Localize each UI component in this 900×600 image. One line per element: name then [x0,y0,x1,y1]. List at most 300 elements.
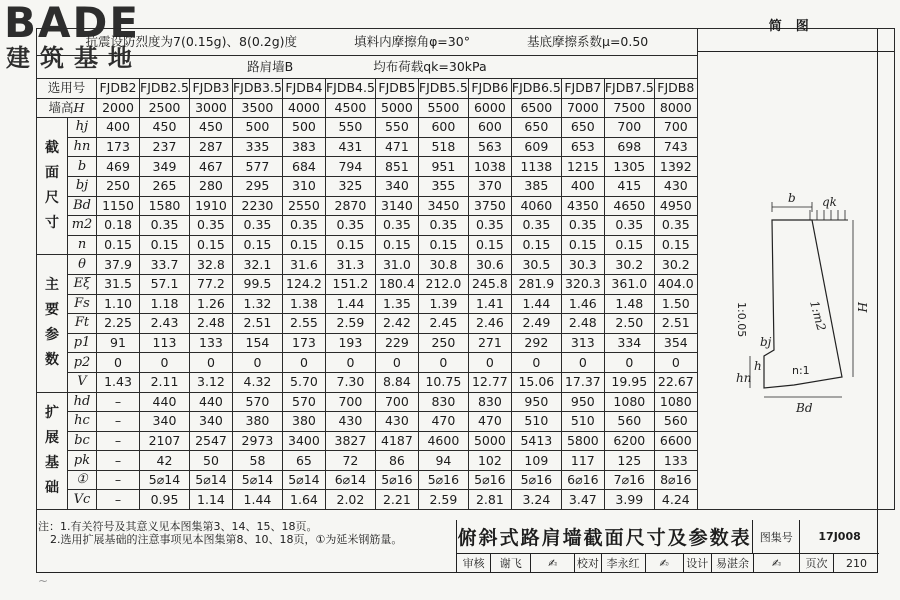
table-cell: 1038 [468,157,511,177]
table-cell: 1.41 [468,294,511,314]
table-cell: 1.64 [282,490,325,510]
height-label [37,98,97,118]
table-cell: 361.0 [604,274,654,294]
table-cell: 380 [232,412,282,432]
table-cell: 340 [140,412,190,432]
table-cell: 30.2 [604,255,654,275]
table-cell: 0 [189,353,232,373]
height-value: 6500 [511,98,561,118]
atlas-label: 图集号 [753,520,800,553]
group-label [37,255,68,392]
row-symbol: ① [68,470,97,490]
table-cell: 31.6 [282,255,325,275]
group-label [37,392,68,510]
logo-main: BADE [4,0,141,47]
conditions-row-1 [37,29,895,56]
column-header: FJDB7 [561,79,604,99]
table-cell: 32.8 [189,255,232,275]
table-cell: 212.0 [418,274,468,294]
table-cell: 0.15 [468,235,511,255]
table-cell: 0 [325,353,375,373]
row-symbol: b [68,157,97,177]
table-cell: 3827 [325,431,375,451]
condition-load: 均布荷载qk=30kPa [373,59,487,74]
table-cell: 2.59 [418,490,468,510]
table-cell: 0 [232,353,282,373]
table-cell: 0.35 [418,216,468,236]
table-cell: 7⌀16 [604,470,654,490]
table-cell: 560 [654,412,697,432]
table-cell: 400 [561,176,604,196]
table-cell: – [97,412,140,432]
row-symbol: m2 [68,216,97,236]
table-cell: 3.47 [561,490,604,510]
table-cell: 31.3 [325,255,375,275]
table-cell: 700 [375,392,418,412]
height-value: 3500 [232,98,282,118]
table-cell: 4350 [561,196,604,216]
table-cell: 7.30 [325,372,375,392]
table-cell: 0.15 [232,235,282,255]
table-cell: 415 [604,176,654,196]
column-header: FJDB3.5 [232,79,282,99]
table-cell: 32.1 [232,255,282,275]
table-cell: 0 [140,353,190,373]
group-label-char: 截 [45,140,59,157]
table-cell: 2.59 [325,314,375,334]
group-label-char: 寸 [45,215,59,232]
table-cell: 19.95 [604,372,654,392]
table-cell: 6600 [654,431,697,451]
table-cell: 1080 [654,392,697,412]
table-cell: 287 [189,137,232,157]
table-cell: 133 [654,451,697,471]
table-cell: 560 [604,412,654,432]
table-cell: 3750 [468,196,511,216]
height-symbol: H [73,99,85,115]
table-cell: 5⌀14 [282,470,325,490]
diagram-cell [697,19,894,510]
table-cell: 2.11 [140,372,190,392]
table-cell: 33.7 [140,255,190,275]
height-value: 2000 [97,98,140,118]
diagram-header: 简图 [698,3,894,52]
row-symbol: bc [68,431,97,451]
group-label [37,118,68,255]
table-cell: 0.35 [232,216,282,236]
table-cell: 0.18 [97,216,140,236]
table-cell: 609 [511,137,561,157]
table-cell: 340 [189,412,232,432]
table-cell: 2.43 [140,314,190,334]
table-cell: 5000 [468,431,511,451]
table-cell: 950 [511,392,561,412]
table-cell: 2.42 [375,314,418,334]
table-cell: 8⌀16 [654,470,697,490]
table-cell: 0.35 [375,216,418,236]
table-cell: 650 [561,118,604,138]
table-cell: 1080 [604,392,654,412]
table-cell: 1.38 [282,294,325,314]
table-cell: 1138 [511,157,561,177]
height-value: 4500 [325,98,375,118]
table-cell: 563 [468,137,511,157]
select-label: 选用号 [37,79,97,99]
row-symbol: p2 [68,353,97,373]
table-cell: 22.67 [654,372,697,392]
table-cell: 65 [282,451,325,471]
table-cell: 340 [375,176,418,196]
height-value: 5000 [375,98,418,118]
table-cell: 15.06 [511,372,561,392]
table-cell: 577 [232,157,282,177]
table-cell: 0 [97,353,140,373]
table-cell: 0.15 [189,235,232,255]
diagram-label-b: b [787,191,796,205]
table-cell: 354 [654,333,697,353]
diagram-label-hn: hn [735,371,752,385]
diagram-label-H: H [854,302,869,313]
table-cell: 700 [604,118,654,138]
table-cell: 0.15 [561,235,604,255]
table-cell: 0.15 [511,235,561,255]
reviewer-signature: ✍ [531,554,575,572]
table-cell: 30.5 [511,255,561,275]
table-cell: 2547 [189,431,232,451]
table-cell: 830 [418,392,468,412]
table-cell: 1.50 [654,294,697,314]
table-cell: 334 [604,333,654,353]
table-cell: 77.2 [189,274,232,294]
table-cell: 154 [232,333,282,353]
table-cell: 50 [189,451,232,471]
table-cell: 700 [325,392,375,412]
table-cell: 2.50 [604,314,654,334]
table-cell: 380 [282,412,325,432]
column-header: FJDB7.5 [604,79,654,99]
table-cell: 1.32 [232,294,282,314]
table-cell: 2.81 [468,490,511,510]
column-header: FJDB5.5 [418,79,468,99]
table-cell: 2870 [325,196,375,216]
table-cell: – [97,431,140,451]
table-cell: 5⌀14 [189,470,232,490]
check-label: 校对 [575,554,601,572]
table-cell: 851 [375,157,418,177]
table-cell: 335 [232,137,282,157]
table-cell: 355 [418,176,468,196]
checker-name: 李永红 [602,554,646,572]
atlas-number: 17J008 [818,530,861,543]
table-cell: 1.44 [325,294,375,314]
table-cell: 1.46 [561,294,604,314]
table-cell: 0.15 [418,235,468,255]
table-cell: 500 [232,118,282,138]
table-cell: 1.18 [140,294,190,314]
review-label: 审核 [457,554,491,572]
table-cell: 2550 [282,196,325,216]
row-symbol: Bd [68,196,97,216]
table-cell: 0.35 [654,216,697,236]
table-cell: 1.44 [511,294,561,314]
row-symbol: Ft [68,314,97,334]
table-cell: 292 [511,333,561,353]
table-cell: 1580 [140,196,190,216]
table-cell: 370 [468,176,511,196]
table-cell: 250 [418,333,468,353]
table-cell: 2.46 [468,314,511,334]
table-cell: 86 [375,451,418,471]
table-cell: 518 [418,137,468,157]
column-header: FJDB2.5 [140,79,190,99]
table-cell: 6⌀16 [561,470,604,490]
table-cell: 431 [325,137,375,157]
table-cell: 133 [189,333,232,353]
height-value: 4000 [282,98,325,118]
table-cell: 0 [418,353,468,373]
table-cell: 320.3 [561,274,604,294]
table-cell: 151.2 [325,274,375,294]
table-cell: 12.77 [468,372,511,392]
table-cell: 250 [97,176,140,196]
column-header: FJDB5 [375,79,418,99]
diagram-label-h: h [753,359,762,373]
group-label-char: 尺 [45,190,59,207]
table-cell: 31.5 [97,274,140,294]
conditions-cell-2 [37,56,698,79]
table-cell: 550 [375,118,418,138]
table-cell: – [97,490,140,510]
table-cell: 510 [511,412,561,432]
height-value: 7500 [604,98,654,118]
table-cell: 0 [282,353,325,373]
table-cell: 385 [511,176,561,196]
row-symbol: Fs [68,294,97,314]
table-cell: 99.5 [232,274,282,294]
table-cell: 2973 [232,431,282,451]
page-number: 210 [846,556,868,570]
table-cell: 3450 [418,196,468,216]
table-cell: 700 [654,118,697,138]
table-cell: 271 [468,333,511,353]
table-cell: 17.37 [561,372,604,392]
table-cell: 2107 [140,431,190,451]
condition-seismic: 抗震设防烈度为7(0.15g)、8(0.2g)度 [85,34,298,49]
table-cell: 383 [282,137,325,157]
table-cell: 550 [325,118,375,138]
footer-mark: ~ [38,574,49,588]
group-label-char: 主 [45,277,59,294]
table-cell: 470 [468,412,511,432]
table-cell: 950 [561,392,604,412]
table-cell: 6200 [604,431,654,451]
table-cell: 30.6 [468,255,511,275]
table-cell: 2.02 [325,490,375,510]
row-symbol: hn [68,137,97,157]
table-cell: 0.35 [511,216,561,236]
group-label-char: 展 [45,429,59,446]
table-cell: 10.75 [418,372,468,392]
table-cell: 570 [282,392,325,412]
table-cell: 2230 [232,196,282,216]
table-cell: 440 [189,392,232,412]
row-symbol: θ [68,255,97,275]
table-cell: 31.0 [375,255,418,275]
row-symbol: V [68,372,97,392]
table-cell: 2.51 [232,314,282,334]
table-cell: 5.70 [282,372,325,392]
parameter-table [36,19,895,510]
table-cell: 2.48 [561,314,604,334]
table-cell: 570 [232,392,282,412]
table-cell: 310 [282,176,325,196]
row-symbol: bj [68,176,97,196]
table-cell: 30.2 [654,255,697,275]
designer-name: 易湛余 [712,554,754,572]
table-cell: 684 [282,157,325,177]
table-cell: 5413 [511,431,561,451]
table-cell: 5⌀14 [140,470,190,490]
table-cell: 653 [561,137,604,157]
group-label-char: 要 [45,302,59,319]
table-cell: 0.35 [604,216,654,236]
column-header: FJDB8 [654,79,697,99]
notes [38,520,402,546]
column-header: FJDB2 [97,79,140,99]
table-cell: 951 [418,157,468,177]
table-cell: 313 [561,333,604,353]
table-cell: 1.14 [189,490,232,510]
table-cell: 1.39 [418,294,468,314]
table-cell: 1.35 [375,294,418,314]
table-cell: 180.4 [375,274,418,294]
table-cell: 0 [604,353,654,373]
table-cell: 2.25 [97,314,140,334]
table-cell: 2.45 [418,314,468,334]
table-cell: 430 [325,412,375,432]
height-value: 5500 [418,98,468,118]
diagram-label-qk: qk [821,195,837,209]
condition-wall-type: 路肩墙B [247,59,294,74]
wall-diagram [698,52,894,452]
table-cell: 3140 [375,196,418,216]
table-cell: 117 [561,451,604,471]
table-cell: 404.0 [654,274,697,294]
table-cell: 57.1 [140,274,190,294]
table-cell: 430 [375,412,418,432]
table-cell: 6⌀14 [325,470,375,490]
table-cell: 30.8 [418,255,468,275]
row-symbol: Eξ [68,274,97,294]
row-symbol: hc [68,412,97,432]
table-cell: 4187 [375,431,418,451]
table-cell: 0.35 [282,216,325,236]
table-cell: 3.12 [189,372,232,392]
table-cell: 0 [375,353,418,373]
diagram-label-slope1: 1:0.05 [734,302,748,338]
table-cell: 3400 [282,431,325,451]
table-cell: 237 [140,137,190,157]
table-cell: 30.3 [561,255,604,275]
table-cell: 650 [511,118,561,138]
table-cell: 37.9 [97,255,140,275]
table-cell: 0 [561,353,604,373]
table-cell: 5800 [561,431,604,451]
title-block [456,520,879,572]
table-cell: 743 [654,137,697,157]
table-cell: 124.2 [282,274,325,294]
table-cell: 0.35 [561,216,604,236]
wall-outline [764,220,842,388]
table-cell: 0.35 [189,216,232,236]
table-cell: 2.55 [282,314,325,334]
table-cell: 3.99 [604,490,654,510]
row-symbol: hj [68,118,97,138]
group-label-char: 扩 [45,404,59,421]
checker-signature: ✍ [646,554,684,572]
conditions-cell [37,29,698,56]
table-cell: 600 [468,118,511,138]
table-cell: 430 [654,176,697,196]
table-cell: 1305 [604,157,654,177]
table-cell: 698 [604,137,654,157]
table-cell: 94 [418,451,468,471]
table-cell: 450 [189,118,232,138]
table-cell: 471 [375,137,418,157]
table-cell: 325 [325,176,375,196]
table-cell: 102 [468,451,511,471]
height-value: 2500 [140,98,190,118]
table-cell: 2.21 [375,490,418,510]
row-symbol: n [68,235,97,255]
table-cell: 1150 [97,196,140,216]
table-cell: 0.35 [468,216,511,236]
table-cell: 1.10 [97,294,140,314]
drawing-title: 俯斜式路肩墙截面尺寸及参数表 [457,520,753,553]
logo-sub: 建筑基地 [6,44,142,72]
table-cell: 4950 [654,196,697,216]
height-value: 6000 [468,98,511,118]
note-2: 2.选用扩展基础的注意事项见本图集第8、10、18页，①为延米钢筋量。 [50,533,403,546]
column-header: FJDB4 [282,79,325,99]
table-cell: 5⌀16 [375,470,418,490]
table-cell: 4.24 [654,490,697,510]
row-symbol: Vc [68,490,97,510]
table-cell: 4650 [604,196,654,216]
table-cell: 8.84 [375,372,418,392]
table-cell: 1215 [561,157,604,177]
page-label: 页次 [800,554,834,572]
table-cell: 0.35 [140,216,190,236]
table-cell: 229 [375,333,418,353]
reviewer-name: 谢飞 [491,554,531,572]
condition-friction-angle: 填料内摩擦角φ=30° [354,34,470,49]
row-symbol: pk [68,451,97,471]
table-cell: 0 [511,353,561,373]
design-label: 设计 [684,554,712,572]
table-cell: – [97,392,140,412]
table-cell: 4.32 [232,372,282,392]
table-cell: 2.51 [654,314,697,334]
table-cell: 5⌀14 [232,470,282,490]
table-cell: 125 [604,451,654,471]
table-cell: 173 [97,137,140,157]
diagram-label-Bd: Bd [795,401,813,415]
table-cell: 42 [140,451,190,471]
table-cell: 470 [418,412,468,432]
table-cell: 1910 [189,196,232,216]
table-cell: 0 [654,353,697,373]
